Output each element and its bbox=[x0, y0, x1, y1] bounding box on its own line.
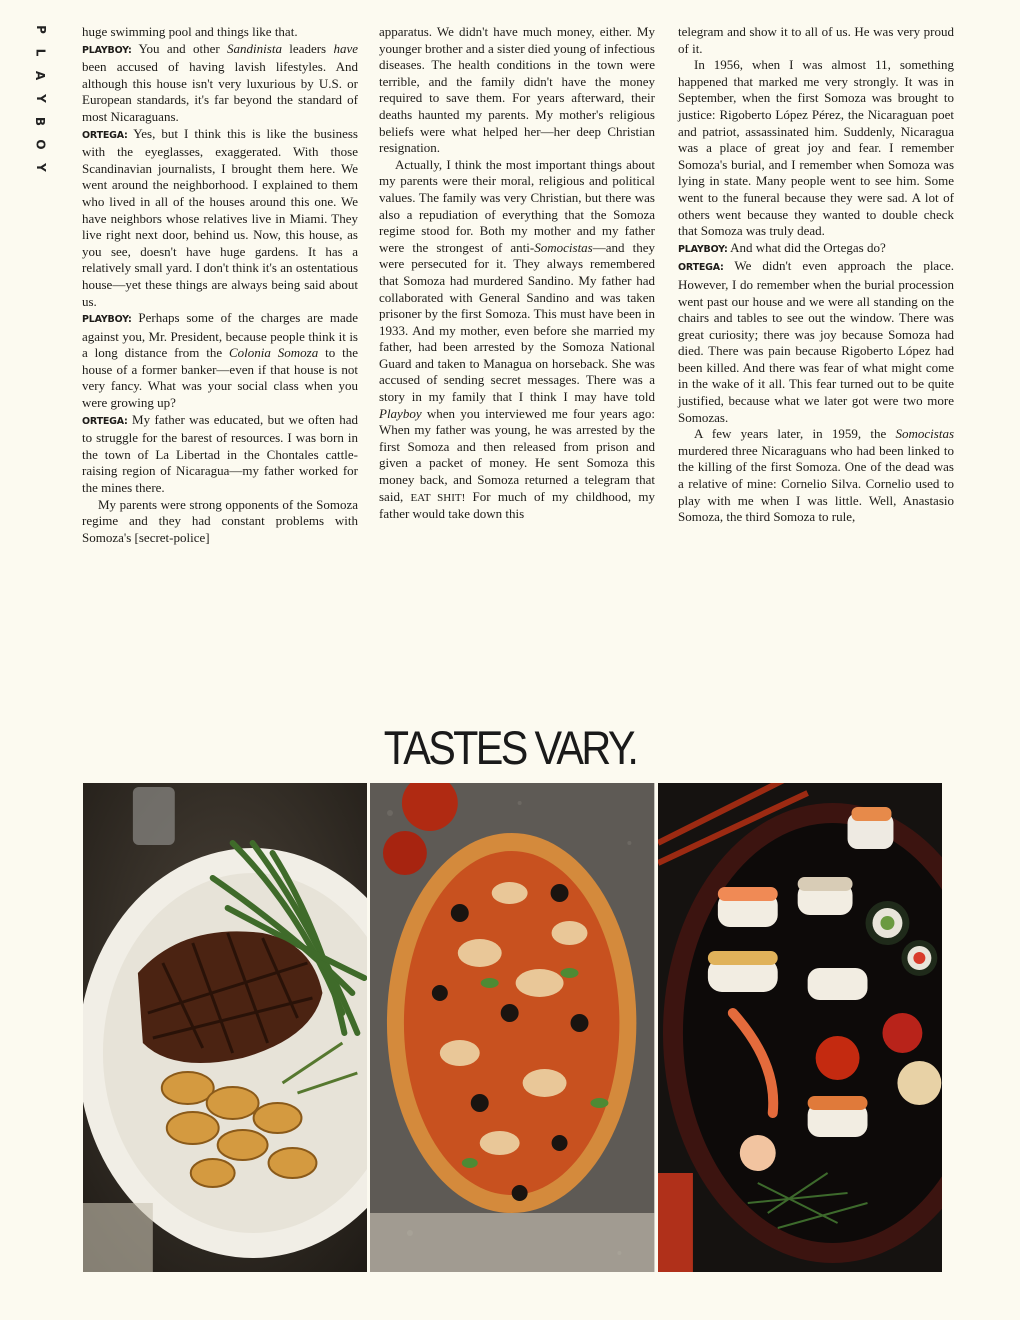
article-column-1 bbox=[82, 24, 358, 546]
paragraph: ORTEGA: Yes, but I think this is like the business with the eyeglasses, exaggerated. With those Scandinavian journalists, I brought them here. We went around the neighborhood. I explained to them who lived in all of the houses around this one. We have neighbors whose relatives live in Miami. They live right next door, behind us. Now, this house, as you see, doesn't have huge gardens. It has a relatively small yard. I don't think it's an ostentatious house—yet these things are always being said about us. bbox=[82, 125, 358, 309]
magazine-spine-label bbox=[30, 18, 50, 179]
speaker-label-playboy: PLAYBOY: bbox=[82, 44, 132, 56]
sushi-platter-photo bbox=[658, 783, 942, 1272]
ad-headline: TASTES VARY. bbox=[383, 721, 637, 774]
speaker-label-playboy: PLAYBOY: bbox=[678, 243, 728, 255]
paragraph: ORTEGA: My father was educated, but we often had to struggle for the barest of resources. I was born in the town of La Libertad in the Chontales cattle-raising region of Nicaragua—my father worked for the mines there. bbox=[82, 411, 358, 496]
ad-photo-strip bbox=[83, 783, 942, 1272]
paragraph: In 1956, when I was almost 11, something happened that marked me very strongly. It was in September, when the first Somoza was brought to justice: Rigoberto López Pérez, the Nicaraguan poet and patriot, assassinated him. Suddenly, Nicaragua was a place of great joy and fear. I remember Somoza's burial, and I remember when Somoza was lying in state. Many people went to see him. Some went to the funeral because they were sad. A lot of others went because they wanted to double check that Somoza was truly dead. bbox=[678, 57, 954, 239]
spine-letter: Y bbox=[33, 94, 48, 103]
paragraph: Actually, I think the most important things about my parents were their moral, religious and political values. The family was very Christian, but there was also a repudiation of everything that the Somoza regime stood for. Both my mother and my father were the strongest of anti-Somocistas—and they were persecuted for it. They always remembered that Somoza had murdered Sandino. My father had collaborated with General Sandino and was taken prisoner by the first Somoza. This must have been in 1933. And my mother, even before she married my father, had been arrested by the Somoza National Guard and taken to Managua on horseback. She was accused of sending secret messages. There was a story in my family that I think I may have told Playboy when you interviewed me four years ago: When my father was young, he was arrested by the first Somoza and then released from prison and given a packet of money. He sent Somoza this money back, and Somoza returned a telegram that said, EAT SHIT! For much of my childhood, my father would take down this bbox=[379, 156, 656, 522]
article-column-3 bbox=[678, 24, 954, 526]
paragraph: PLAYBOY: And what did the Ortegas do? bbox=[678, 239, 886, 255]
speaker-label-ortega: ORTEGA: bbox=[678, 262, 724, 274]
paragraph: ORTEGA: We didn't even approach the place. However, I do remember when the burial procession went past our house and we were all standing on the chairs and tables to see out the window. There was great curiosity; there was joy because Somoza had died. There was pain because Rigoberto López had been killed. And there was fear of what might come in the wake of it all. This fear turned out to be quite justified, because what we later got were two more Somozas. bbox=[678, 258, 954, 425]
speaker-label-playboy: PLAYBOY: bbox=[82, 314, 132, 326]
paragraph: A few years later, in 1959, the Somocistas murdered three Nicaraguans who had been linked to the killing of the first Somoza. One of the dead was a relative of mine: Cornelio Silva. Cornelio used to play with me when I was little. Well, Anastasio Somoza, the third Somoza to rule, bbox=[678, 426, 954, 525]
paragraph: apparatus. We didn't have much money, either. My younger brother and a sister died young of infectious diseases. The health conditions in the town were terrible, and the family didn't have the money required to save them. For years afterward, their deaths haunted my parents. My mother's religious beliefs were what helped her—her deep Christian resignation. bbox=[379, 24, 655, 156]
speaker-label-ortega: ORTEGA: bbox=[82, 415, 128, 427]
paragraph: PLAYBOY: Perhaps some of the charges are made against you, Mr. President, because people think it is a long distance from the Colonia Somoza to the house of a former banker—even if that house is not very fancy. What was your social class when you were growing up? bbox=[82, 310, 358, 411]
steak-dinner-photo bbox=[83, 783, 367, 1272]
paragraph: huge swimming pool and things like that. bbox=[82, 24, 298, 39]
paragraph: PLAYBOY: You and other Sandinista leaders have been accused of having lavish lifestyles. And although this house isn't very luxurious by U.S. or European standards, it's far beyond the standard of most Nicaraguans. bbox=[82, 40, 358, 124]
paragraph: telegram and show it to all of us. He was very proud of it. bbox=[678, 24, 954, 56]
spine-letter: O bbox=[33, 139, 48, 150]
pizza-photo bbox=[370, 783, 654, 1272]
spine-letter: L bbox=[33, 48, 48, 57]
spine-letter: B bbox=[33, 116, 48, 127]
spine-letter: Y bbox=[33, 163, 48, 172]
spine-letter: P bbox=[33, 25, 48, 34]
article-column-2 bbox=[379, 24, 655, 523]
spine-letter: A bbox=[33, 70, 48, 81]
speaker-label-ortega: ORTEGA: bbox=[82, 129, 128, 141]
paragraph: My parents were strong opponents of the Somoza regime and they had constant problems with Somoza's [secret-police] bbox=[82, 496, 358, 545]
